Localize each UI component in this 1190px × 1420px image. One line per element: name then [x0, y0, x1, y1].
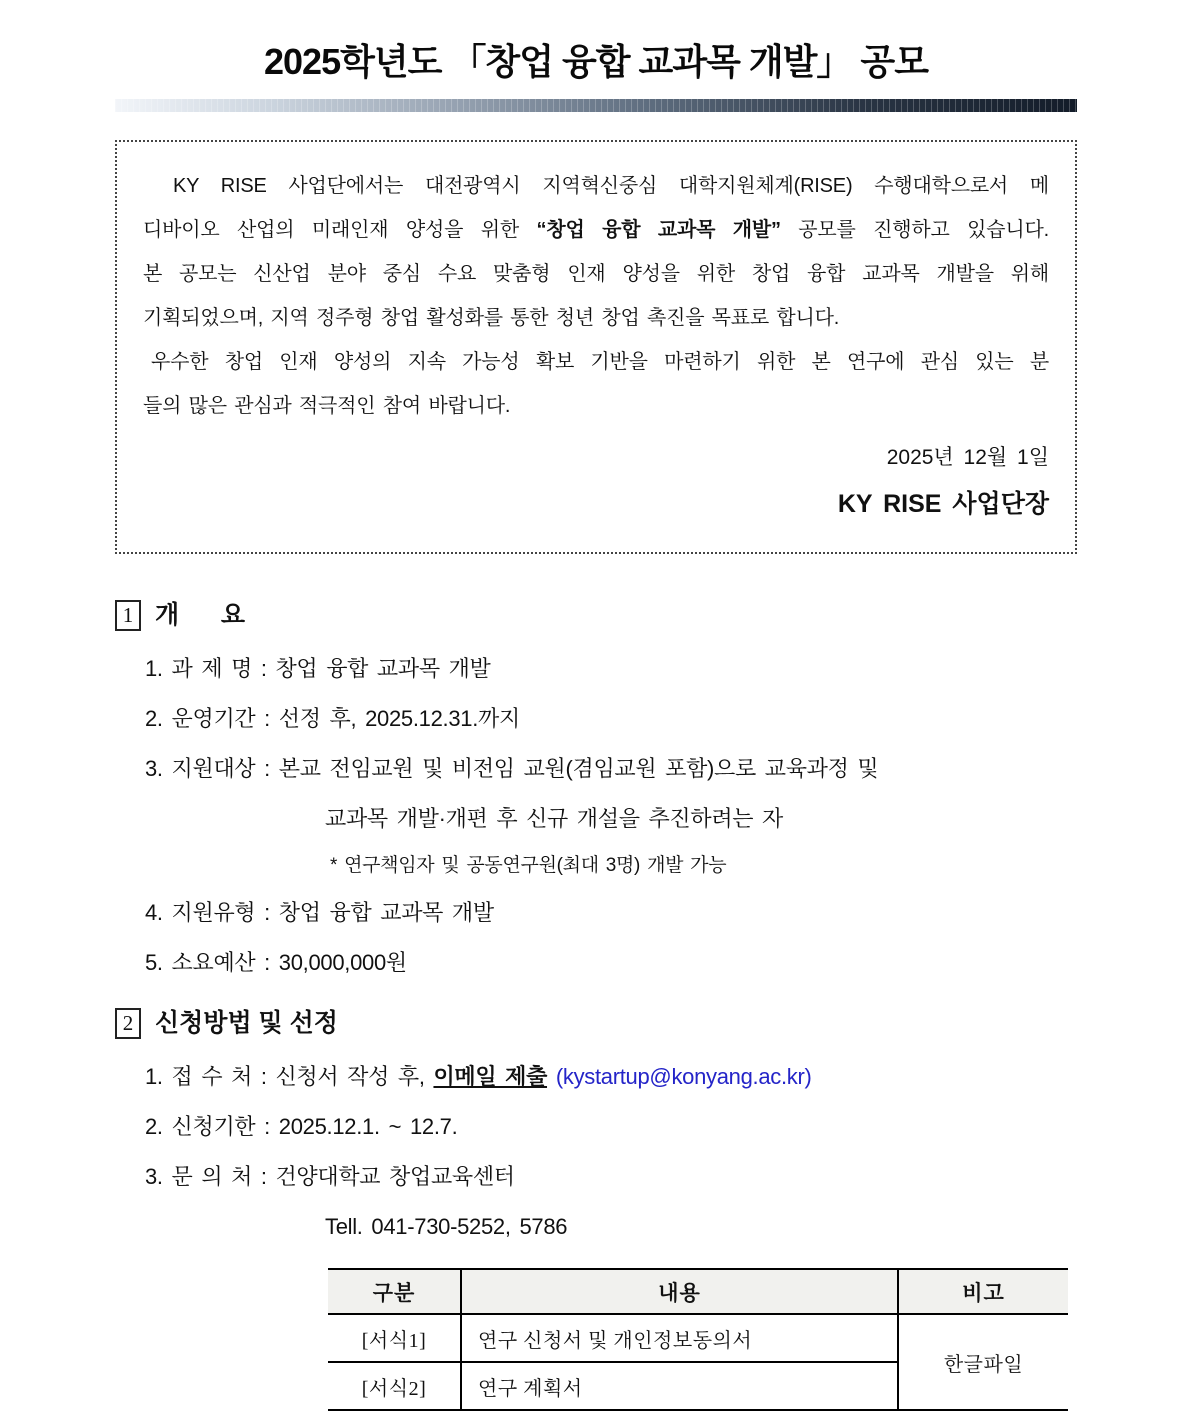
notice-line-5: 우수한 창업 인재 양성의 지속 가능성 확보 기반을 마련하기 위한 본 연구에 관심 있는 분 — [151, 351, 1049, 373]
top-gradient-bar — [115, 8, 1077, 22]
section-2-heading — [115, 1004, 1077, 1042]
apply-item-email-submit-bold: 이메일 제출 — [433, 1064, 548, 1089]
overview-item-period: 2. 운영기간 : 선정 후, 2025.12.31.까지 — [145, 706, 520, 731]
section-1-number-badge: 1 — [115, 600, 141, 631]
apply-item-receipt-gap — [547, 1064, 556, 1089]
section-2-items — [145, 1052, 1077, 1252]
overview-item-target-line-2: 교과목 개발·개편 후 신규 개설을 추진하려는 자 — [325, 806, 783, 831]
overview-item-support-type: 4. 지원유형 : 창업 융합 교과목 개발 — [145, 900, 494, 925]
section-1-heading — [115, 596, 1077, 634]
forms-table — [328, 1268, 1068, 1411]
form-2-content-cell: 연구 계획서 — [461, 1362, 898, 1410]
overview-item-target-note: * 연구책임자 및 공동연구원(최대 3명) 개발 가능 — [330, 855, 727, 876]
form-1-category-cell: [서식1] — [361, 1329, 427, 1352]
apply-item-receipt — [145, 1052, 1077, 1102]
notice-line-1: KY RISE 사업단에서는 대전광역시 지역혁신중심 대학지원체계(RISE) 수행대학으로서 메 — [173, 175, 1049, 197]
forms-table-header-category: 구분 — [328, 1269, 461, 1314]
section-2-heading-text: 신청방법 및 선정 — [155, 1009, 338, 1037]
notice-line-2-bold-phrase: “창업 융합 교과목 개발” — [536, 219, 781, 241]
email-link[interactable]: (kystartup@konyang.ac.kr) — [555, 1064, 812, 1089]
overview-item-project-name: 1. 과 제 명 : 창업 융합 교과목 개발 — [145, 656, 491, 681]
section-2-number-badge: 2 — [115, 1008, 141, 1039]
notice-date: 2025년 12월 1일 — [886, 446, 1049, 469]
notice-box — [115, 140, 1077, 554]
notice-line-3: 본 공모는 신산업 분야 중심 수요 맞춤형 인재 양성을 위한 창업 융합 교과목 개발을 위해 — [143, 263, 1049, 285]
title-underline-gradient-bar — [115, 99, 1077, 112]
section-1-items — [145, 644, 1077, 988]
forms-table-header-content: 내용 — [461, 1269, 898, 1314]
notice-line-2-pre: 디바이오 산업의 미래인재 양성을 위한 — [143, 219, 537, 241]
overview-item-budget: 5. 소요예산 : 30,000,000원 — [145, 950, 407, 975]
document-title: 2025학년도 「창업 융합 교과목 개발」 공모 — [264, 41, 928, 82]
notice-line-2 — [143, 208, 1049, 252]
notice-line-4: 기획되었으며, 지역 정주형 창업 활성화를 통한 청년 창업 촉진을 목표로 합니다. — [143, 307, 840, 329]
apply-item-contact: 3. 문 의 처 : 건양대학교 창업교육센터 — [145, 1164, 515, 1189]
notice-line-2-post: 공모를 진행하고 있습니다. — [780, 219, 1050, 241]
forms-table-header-row — [328, 1269, 1068, 1314]
apply-item-deadline: 2. 신청기한 : 2025.12.1. ~ 12.7. — [145, 1114, 458, 1139]
apply-item-contact-tel: Tell. 041-730-5252, 5786 — [325, 1214, 568, 1239]
notice-line-6: 들의 많은 관심과 적극적인 참여 바랍니다. — [143, 395, 511, 417]
form-2-category-cell: [서식2] — [328, 1362, 461, 1410]
form-1-content-cell: 연구 신청서 및 개인정보동의서 — [461, 1314, 898, 1362]
forms-table-row-1 — [328, 1314, 1068, 1362]
overview-item-target-line-1: 3. 지원대상 : 본교 전임교원 및 비전임 교원(겸임교원 포함)으로 교육과정 및 — [145, 756, 879, 781]
apply-item-receipt-pre: 1. 접 수 처 : 신청서 작성 후, — [145, 1064, 434, 1089]
forms-table-header-remark: 비고 — [898, 1269, 1068, 1314]
notice-signature: KY RISE 사업단장 — [837, 490, 1049, 518]
forms-remark-merged-cell: 한글파일 — [898, 1314, 1068, 1410]
section-1-heading-text: 개 요 — [155, 601, 245, 629]
